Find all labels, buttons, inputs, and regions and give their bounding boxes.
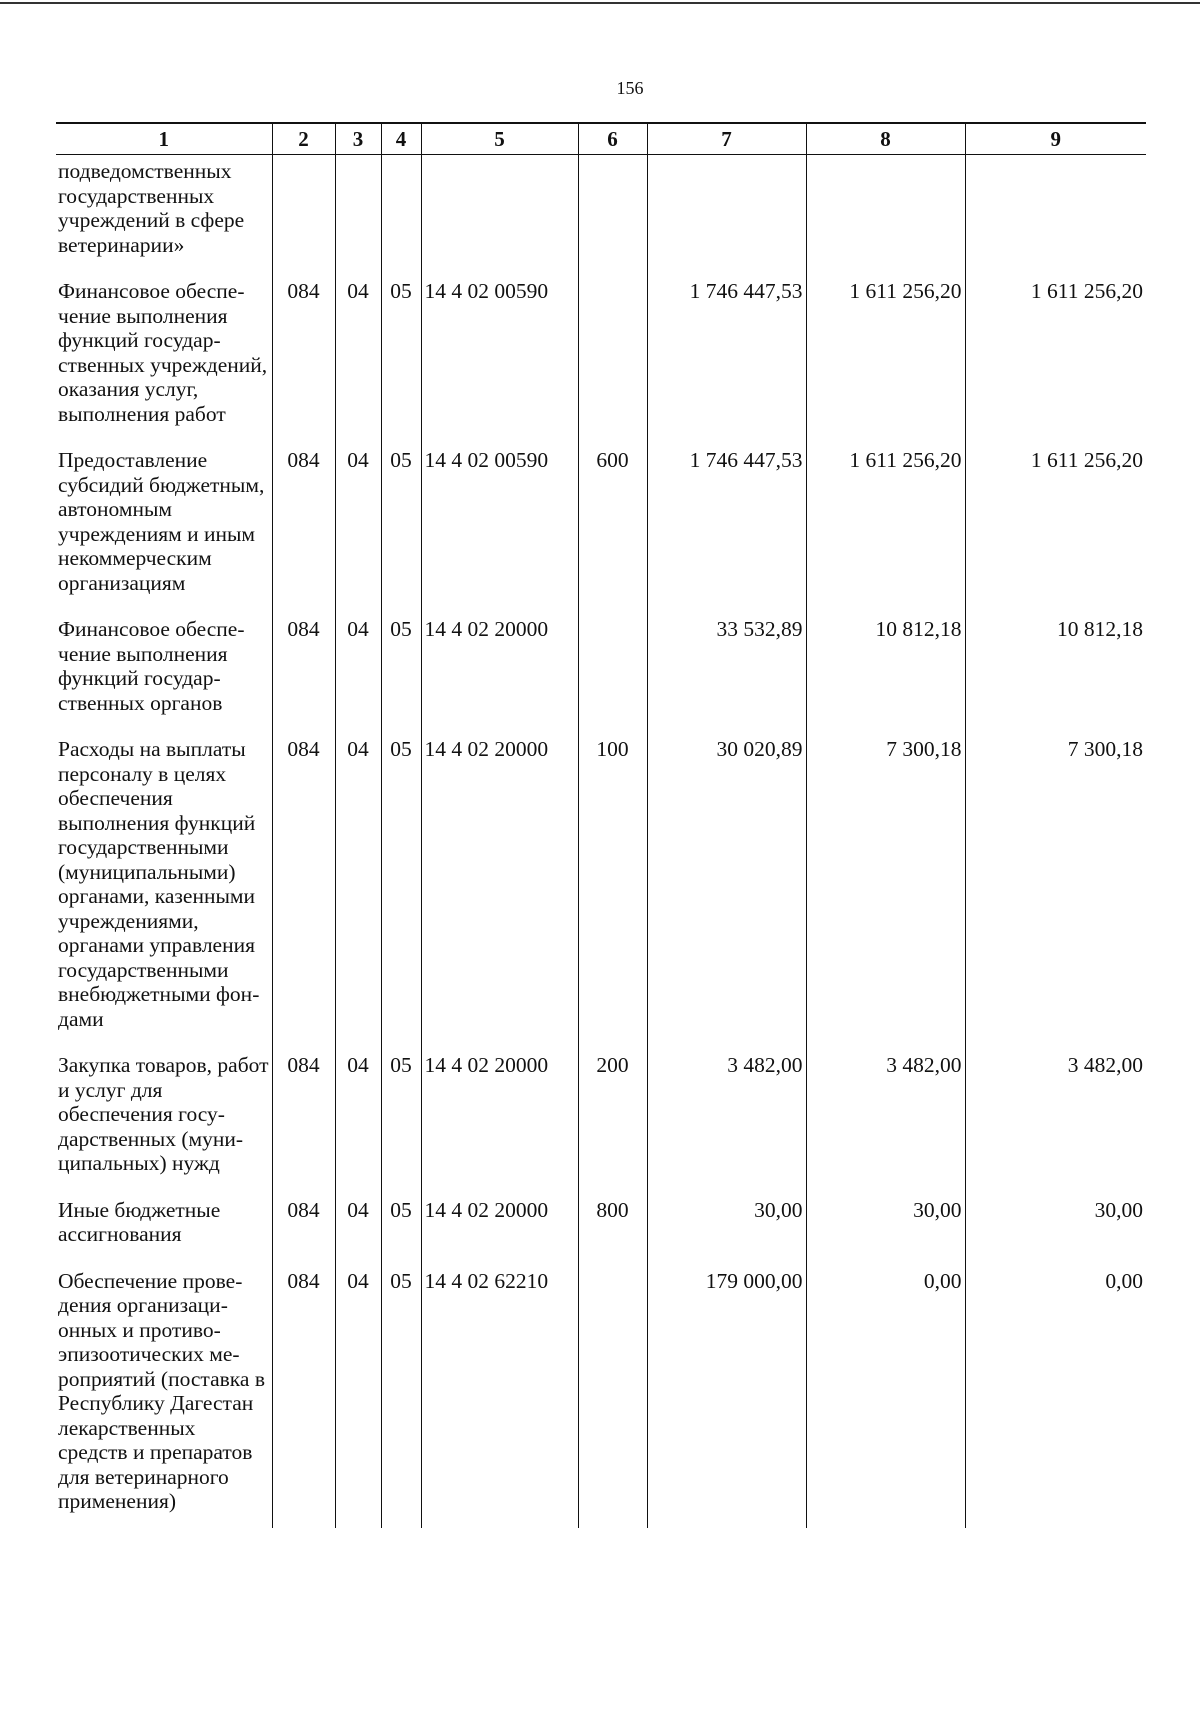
cell-amount-8 — [806, 155, 965, 272]
cell-section: 04 — [335, 1190, 381, 1261]
page-number: 156 — [616, 78, 644, 98]
cell-section: 04 — [335, 729, 381, 1045]
table-row — [56, 440, 1146, 609]
top-border-line — [0, 2, 1200, 4]
cell-amount-8: 1 611 256,20 — [806, 440, 965, 609]
cell-amount-9: 1 611 256,20 — [965, 440, 1146, 609]
column-header: 4 — [381, 123, 421, 155]
cell-amount-8: 3 482,00 — [806, 1045, 965, 1190]
cell-expense-type: 200 — [578, 1045, 647, 1190]
cell-amount-7 — [647, 155, 806, 272]
cell-amount-7: 3 482,00 — [647, 1045, 806, 1190]
cell-amount-9: 0,00 — [965, 1261, 1146, 1528]
cell-amount-8: 1 611 256,20 — [806, 271, 965, 440]
cell-ministry-code: 084 — [272, 271, 335, 440]
row-name: подведомственных государственных учреждений в сфере ветеринарии» — [58, 159, 245, 257]
cell-target-item: 14 4 02 20000 — [421, 1190, 578, 1261]
table-row — [56, 271, 1146, 440]
table-row — [56, 1045, 1146, 1190]
cell-section: 04 — [335, 609, 381, 729]
cell-expense-type: 600 — [578, 440, 647, 609]
cell-section: 04 — [335, 271, 381, 440]
table-row — [56, 609, 1146, 729]
cell-target-item: 14 4 02 20000 — [421, 1045, 578, 1190]
column-header: 8 — [806, 123, 965, 155]
cell-subsection — [381, 155, 421, 272]
table-row — [56, 1261, 1146, 1528]
row-name: Закупка товаров, работ и услуг для обеспечения государственных (муниципальных) нужд — [58, 1053, 269, 1175]
cell-section: 04 — [335, 1261, 381, 1528]
cell-amount-9: 1 611 256,20 — [965, 271, 1146, 440]
cell-amount-9 — [965, 155, 1146, 272]
column-header: 7 — [647, 123, 806, 155]
cell-amount-9: 7 300,18 — [965, 729, 1146, 1045]
cell-expense-type: 800 — [578, 1190, 647, 1261]
cell-amount-7: 1 746 447,53 — [647, 440, 806, 609]
cell-ministry-code: 084 — [272, 440, 335, 609]
cell-target-item: 14 4 02 20000 — [421, 729, 578, 1045]
table-row — [56, 729, 1146, 1045]
cell-amount-8: 30,00 — [806, 1190, 965, 1261]
column-header: 1 — [56, 123, 272, 155]
cell-ministry-code: 084 — [272, 609, 335, 729]
cell-amount-7: 179 000,00 — [647, 1261, 806, 1528]
row-name: Предоставление субсидий бюджетным, автономным учреждениям и иным некоммерческим организациям — [58, 448, 265, 595]
cell-amount-8: 0,00 — [806, 1261, 965, 1528]
table-header-row — [56, 123, 1146, 155]
cell-ministry-code — [272, 155, 335, 272]
column-header: 3 — [335, 123, 381, 155]
cell-amount-8: 7 300,18 — [806, 729, 965, 1045]
table-row — [56, 155, 1146, 272]
cell-target-item — [421, 155, 578, 272]
cell-subsection: 05 — [381, 729, 421, 1045]
cell-target-item: 14 4 02 20000 — [421, 609, 578, 729]
cell-ministry-code: 084 — [272, 1045, 335, 1190]
cell-section: 04 — [335, 440, 381, 609]
cell-subsection: 05 — [381, 1045, 421, 1190]
cell-subsection: 05 — [381, 271, 421, 440]
cell-section — [335, 155, 381, 272]
cell-expense-type — [578, 271, 647, 440]
cell-amount-8: 10 812,18 — [806, 609, 965, 729]
cell-amount-9: 30,00 — [965, 1190, 1146, 1261]
cell-amount-7: 1 746 447,53 — [647, 271, 806, 440]
column-header: 2 — [272, 123, 335, 155]
cell-ministry-code: 084 — [272, 729, 335, 1045]
cell-amount-9: 3 482,00 — [965, 1045, 1146, 1190]
row-name: Финансовое обеспечение выполнения функций государственных органов — [58, 617, 245, 715]
cell-target-item: 14 4 02 00590 — [421, 271, 578, 440]
cell-amount-7: 30 020,89 — [647, 729, 806, 1045]
row-name: Обеспечение проведения организационных и противоэпизоотических мероприятий (поставка в Республику Дагестан лекарственных средств и препаратов для ветеринарного применения) — [58, 1268, 265, 1513]
cell-subsection: 05 — [381, 440, 421, 609]
cell-expense-type — [578, 609, 647, 729]
cell-section: 04 — [335, 1045, 381, 1190]
column-header: 5 — [421, 123, 578, 155]
column-header: 9 — [965, 123, 1146, 155]
table-row — [56, 1190, 1146, 1261]
cell-expense-type: 100 — [578, 729, 647, 1045]
cell-subsection: 05 — [381, 609, 421, 729]
cell-subsection: 05 — [381, 1261, 421, 1528]
cell-ministry-code: 084 — [272, 1190, 335, 1261]
column-header: 6 — [578, 123, 647, 155]
cell-expense-type — [578, 1261, 647, 1528]
budget-table — [56, 122, 1146, 1528]
cell-expense-type — [578, 155, 647, 272]
cell-amount-7: 33 532,89 — [647, 609, 806, 729]
cell-ministry-code: 084 — [272, 1261, 335, 1528]
row-name: Финансовое обеспечение выполнения функций государственных учреждений, оказания услуг, выполнения работ — [58, 279, 268, 426]
cell-amount-7: 30,00 — [647, 1190, 806, 1261]
cell-target-item: 14 4 02 00590 — [421, 440, 578, 609]
row-name: Расходы на выплаты персоналу в целях обеспечения выполнения функций государственными (муниципальными) органами, казенными учреждениями, органами управления государственными внебюджетными фондами — [58, 737, 260, 1031]
cell-target-item: 14 4 02 62210 — [421, 1261, 578, 1528]
row-name: Иные бюджетные ассигнования — [58, 1197, 221, 1246]
cell-subsection: 05 — [381, 1190, 421, 1261]
cell-amount-9: 10 812,18 — [965, 609, 1146, 729]
